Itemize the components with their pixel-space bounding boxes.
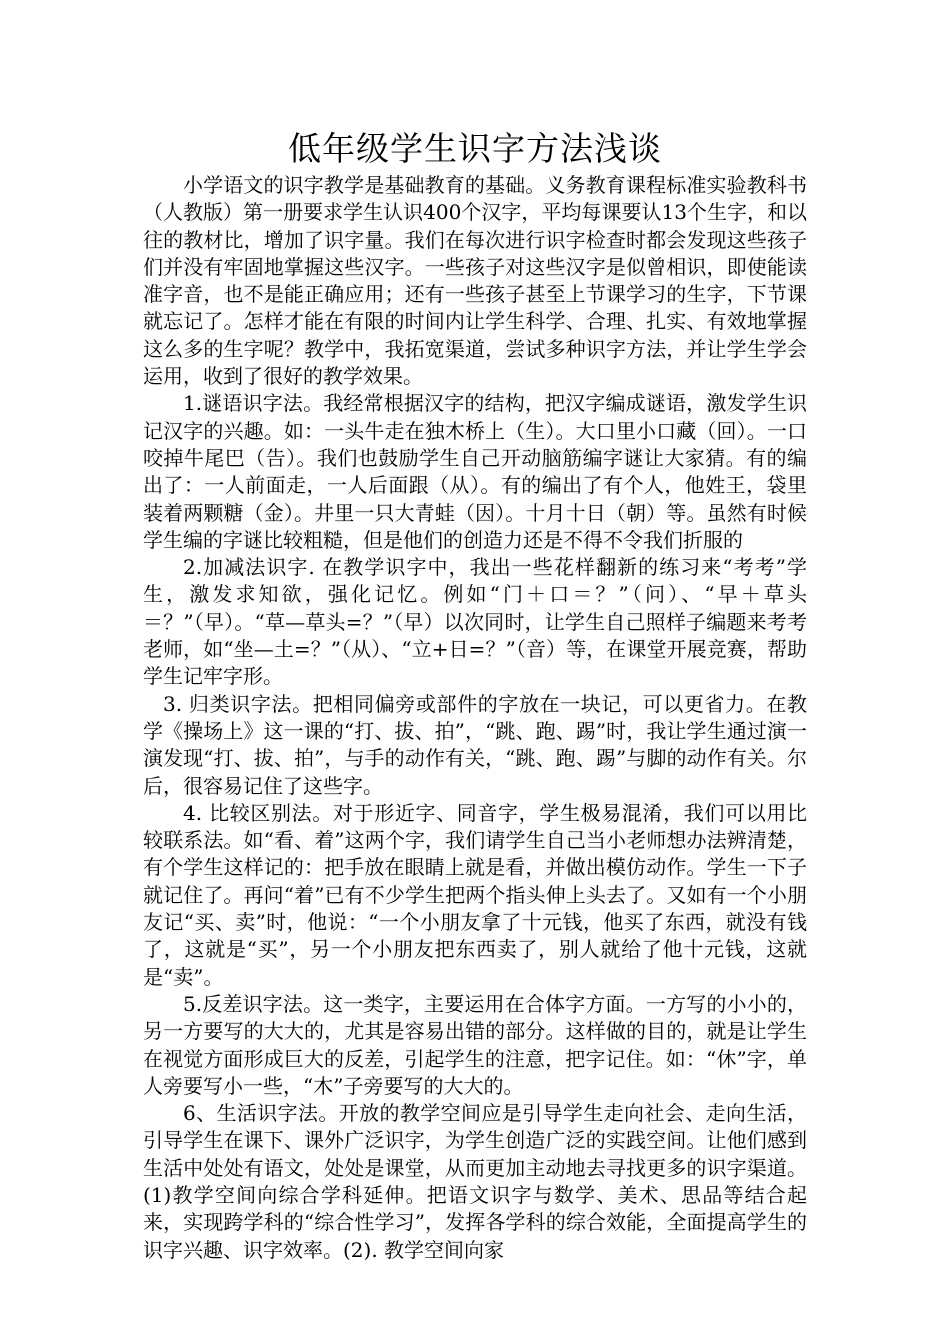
paragraph-life-method: 6、生活识字法。开放的教学空间应是引导学生走向社会、走向生活，引导学生在课下、课外广泛识字，为学生创造广泛的实践空间。让他们感到生活中处处有语文，处处是课堂，从而更加主动地去寻找更多的识字渠道。(1)教学空间向综合学科延伸。把语文识字与数学、美术、思品等结合起来，实现跨学科的“综合性学习”，发挥各学科的综合效能，全面提高学生的识字兴趣、识字效率。(2). 教学空间向家 <box>143 1101 807 1262</box>
paragraph-contrast-method: 5.反差识字法。这一类字，主要运用在合体字方面。一方写的小小的，另一方要写的大大的，尤其是容易出错的部分。这样做的目的，就是让学生在视觉方面形成巨大的反差，引起学生的注意，把字记住。如：“休”字，单人旁要写小一些，“木”子旁要写的大大的。 <box>143 991 807 1098</box>
document-body <box>143 172 807 1264</box>
paragraph-comparison-method: 4. 比较区别法。对于形近字、同音字，学生极易混淆，我们可以用比较联系法。如“看、着”这两个字，我们请学生自己当小老师想办法辨清楚，有个学生这样记的：把手放在眼睛上就是看，并做出模仿动作。学生一下子就记住了。再问“着”已有不少学生把两个指头伸上头去了。又如有一个小朋友记“买、卖”时，他说：“一个小朋友拿了十元钱，他买了东西，就没有钱了，这就是“买”，另一个小朋友把东西卖了，别人就给了他十元钱，这就是“卖”。 <box>143 800 807 989</box>
paragraph-category-method: 3. 归类识字法。把相同偏旁或部件的字放在一块记，可以更省力。在教学《操场上》这一课的“打、拔、拍”，“跳、跑、踢”时，我让学生通过演一演发现“打、拔、拍”，与手的动作有关，“跳、跑、踢”与脚的动作有关。尔后，很容易记住了这些字。 <box>143 691 807 798</box>
paragraph-intro: 小学语文的识字教学是基础教育的基础。义务教育课程标准实验教科书（人教版）第一册要求学生认识400个汉字，平均每课要认13个生字，和以往的教材比，增加了识字量。我们在每次进行识字检查时都会发现这些孩子们并没有牢固地掌握这些汉字。一些孩子对这些汉字是似曾相识，即使能读准字音，也不是能正确应用；还有一些孩子甚至上节课学习的生字，下节课就忘记了。怎样才能在有限的时间内让学生科学、合理、扎实、有效地掌握这么多的生字呢？教学中，我拓宽渠道，尝试多种识字方法，并让学生学会运用，收到了很好的教学效果。 <box>143 173 807 389</box>
document-title: 低年级学生识字方法浅谈 <box>288 129 662 168</box>
paragraph-add-subtract-method: 2.加减法识字. 在教学识字中，我出一些花样翻新的练习来“考考”学生，激发求知欲，强化记忆。例如“门＋口＝？”（问）、“早＋草头＝？”（早）。“草—草头=？”（早）以次同时，让学生自己照样子编题来考考老师，如“坐—土=？”（从）、“立+日=？”（音）等，在课堂开展竞赛，帮助学生记牢字形。 <box>143 555 807 689</box>
paragraph-riddle-method: 1.谜语识字法。我经常根据汉字的结构，把汉字编成谜语，激发学生识记汉字的兴趣。如：一头牛走在独木桥上（生）。大口里小口藏（回）。一口咬掉牛尾巴（告）。我们也鼓励学生自己开动脑筋编字谜让大家猜。有的编出了：一人前面走，一人后面跟（从）。有的编出了有个人，他姓王，袋里装着两颗糖（金）。井里一只大青蛙（因）。十月十日（朝）等。虽然有时候学生编的字谜比较粗糙，但是他们的创造力还是不得不令我们折服的 <box>143 391 807 552</box>
